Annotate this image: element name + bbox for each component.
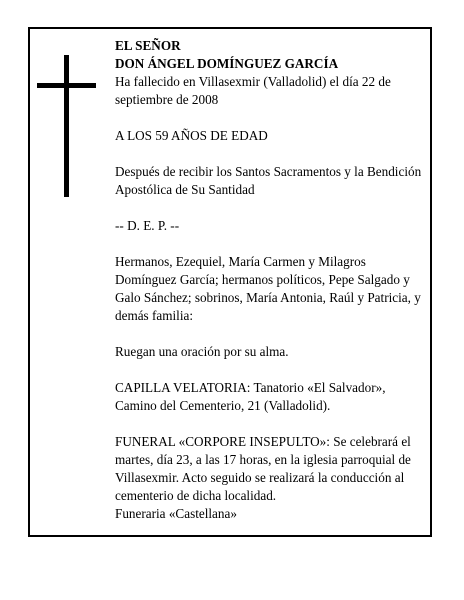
spacer [115,109,430,127]
prayer-request: Ruegan una oración por su alma. [115,344,289,359]
spacer [115,415,430,433]
spacer [115,199,430,217]
deceased-name: DON ÁNGEL DOMÍNGUEZ GARCÍA [115,56,339,71]
chapel-info: CAPILLA VELATORIA: Tanatorio «El Salvador», Camino del Cementerio, 21 (Valladolid). [115,380,386,413]
rip-line: -- D. E. P. -- [115,218,180,233]
spacer [115,361,430,379]
cross-horizontal-bar [37,83,96,88]
death-statement: Ha fallecido en Villasexmir (Valladolid) el día 22 de septiembre de 2008 [115,74,391,107]
obituary-text [115,37,430,523]
spacer [115,325,430,343]
age-line: A LOS 59 AÑOS DE EDAD [115,128,268,143]
funeral-info: FUNERAL «CORPORE INSEPULTO»: Se celebrará el martes, día 23, a las 17 horas, en la iglesia parroquial de Villasexmir. Acto seguido se realizará la conducción al cementerio de dicha localidad. [115,434,411,503]
funeral-home: Funeraria «Castellana» [115,506,237,521]
spacer [115,145,430,163]
spacer [115,235,430,253]
sacraments-text: Después de recibir los Santos Sacramentos y la Bendición Apostólica de Su Santidad [115,164,422,197]
title-line-1: EL SEÑOR [115,38,181,53]
family-text: Hermanos, Ezequiel, María Carmen y Milagros Domínguez García; hermanos políticos, Pepe Salgado y Galo Sánchez; sobrinos, María Antonia, Raúl y Patricia, y demás familia: [115,254,421,323]
cross-vertical-bar [64,55,69,197]
